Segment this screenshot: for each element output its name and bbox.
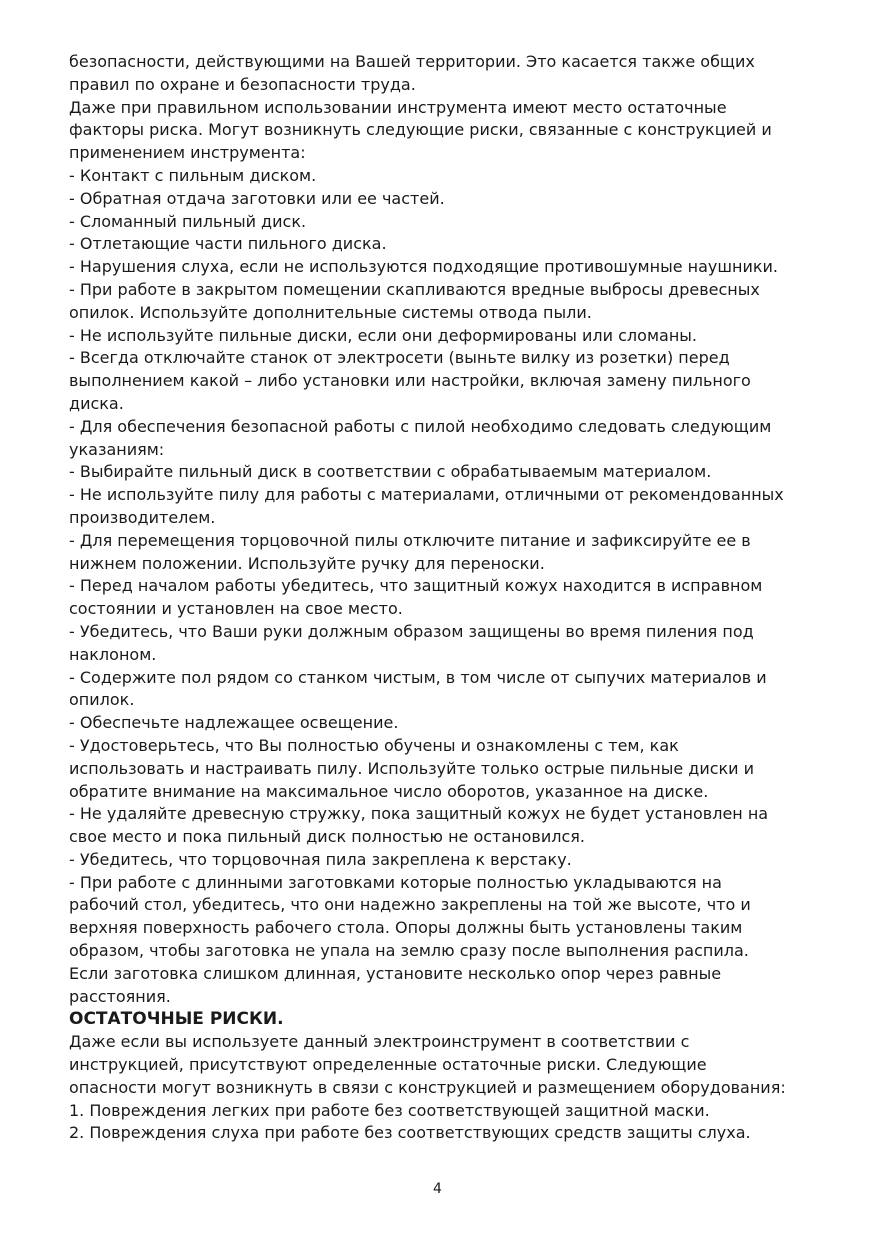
section-text — [69, 1031, 829, 1145]
text-line: указаниям: — [69, 439, 165, 459]
text-line: свое место и пока пильный диск полностью не остановился. — [69, 827, 585, 847]
text-line: Если заготовка слишком длинная, установите несколько опор через равные — [69, 963, 722, 983]
text-line: Даже если вы используете данный электроинструмент в соответствии с — [69, 1032, 690, 1052]
text-line: - При работе с длинными заготовками которые полностью укладываются на — [69, 872, 722, 892]
text-line: - Не удаляйте древесную стружку, пока защитный кожух не будет установлен на — [69, 804, 769, 824]
text-line: обратите внимание на максимальное число оборотов, указанное на диске. — [69, 781, 709, 801]
text-line: инструкцией, присутствуют определенные остаточные риски. Следующие — [69, 1055, 707, 1075]
text-line: образом, чтобы заготовка не упала на землю сразу после выполнения распила. — [69, 941, 749, 961]
text-line: опилок. — [69, 690, 135, 710]
text-line: использовать и настраивать пилу. Используйте только острые пильные диски и — [69, 758, 755, 778]
text-line: безопасности, действующими на Вашей территории. Это касается также общих — [69, 52, 755, 71]
text-line: состоянии и установлен на свое место. — [69, 599, 403, 619]
text-line: - Удостоверьтесь, что Вы полностью обучены и ознакомлены с тем, как — [69, 735, 679, 755]
text-line: Даже при правильном использовании инструмента имеют место остаточные — [69, 97, 727, 117]
text-line: - Отлетающие части пильного диска. — [69, 234, 387, 254]
text-line: - Для перемещения торцовочной пилы отключите питание и зафиксируйте ее в — [69, 530, 751, 550]
text-line: - Всегда отключайте станок от электросети (выньте вилку из розетки) перед — [69, 348, 730, 368]
text-line: расстояния. — [69, 986, 171, 1006]
text-line: применением инструмента: — [69, 143, 306, 163]
text-line: диска. — [69, 393, 124, 413]
text-line: наклоном. — [69, 644, 157, 664]
text-line: опилок. Используйте дополнительные системы отвода пыли. — [69, 302, 592, 322]
text-line: - Не используйте пилу для работы с материалами, отличными от рекомендованных — [69, 485, 784, 505]
page-number: 4 — [433, 1181, 442, 1197]
text-line: 2. Повреждения слуха при работе без соответствующих средств защиты слуха. — [69, 1123, 751, 1143]
section-heading: ОСТАТОЧНЫЕ РИСКИ. — [69, 1009, 284, 1030]
text-line: - При работе в закрытом помещении скапливаются вредные выбросы древесных — [69, 279, 760, 299]
text-line: производителем. — [69, 507, 216, 527]
text-line: - Содержите пол рядом со станком чистым, в том числе от сыпучих материалов и — [69, 667, 767, 687]
text-line: - Убедитесь, что торцовочная пила закреплена к верстаку. — [69, 849, 572, 869]
text-line: - Перед началом работы убедитесь, что защитный кожух находится в исправном — [69, 576, 763, 596]
text-line: факторы риска. Могут возникнуть следующие риски, связанные с конструкцией и — [69, 120, 772, 140]
text-line: - Обеспечьте надлежащее освещение. — [69, 713, 399, 733]
text-line: - Обратная отдача заготовки или ее частей. — [69, 188, 445, 208]
text-line: - Нарушения слуха, если не используются подходящие противошумные наушники. — [69, 257, 779, 277]
text-line: опасности могут возникнуть в связи с конструкцией и размещением оборудования: — [69, 1077, 786, 1097]
text-line: - Не используйте пильные диски, если они деформированы или сломаны. — [69, 325, 697, 345]
text-line: правил по охране и безопасности труда. — [69, 74, 416, 94]
text-line: выполнением какой – либо установки или настройки, включая замену пильного — [69, 371, 751, 391]
document-page — [69, 51, 829, 1145]
text-line: - Убедитесь, что Ваши руки должным образом защищены во время пиления под — [69, 621, 754, 641]
text-line: - Выбирайте пильный диск в соответствии с обрабатываемым материалом. — [69, 462, 712, 482]
text-line: рабочий стол, убедитесь, что они надежно закреплены на той же высоте, что и — [69, 895, 751, 915]
text-line: - Для обеспечения безопасной работы с пилой необходимо следовать следующим — [69, 416, 772, 436]
text-line: - Сломанный пильный диск. — [69, 211, 307, 231]
body-text — [69, 51, 829, 1008]
text-line: нижнем положении. Используйте ручку для переноски. — [69, 553, 545, 573]
text-line: верхняя поверхность рабочего стола. Опоры должны быть установлены таким — [69, 918, 743, 938]
text-line: - Контакт с пильным диском. — [69, 165, 317, 185]
text-line: 1. Повреждения легких при работе без соответствующей защитной маски. — [69, 1100, 710, 1120]
